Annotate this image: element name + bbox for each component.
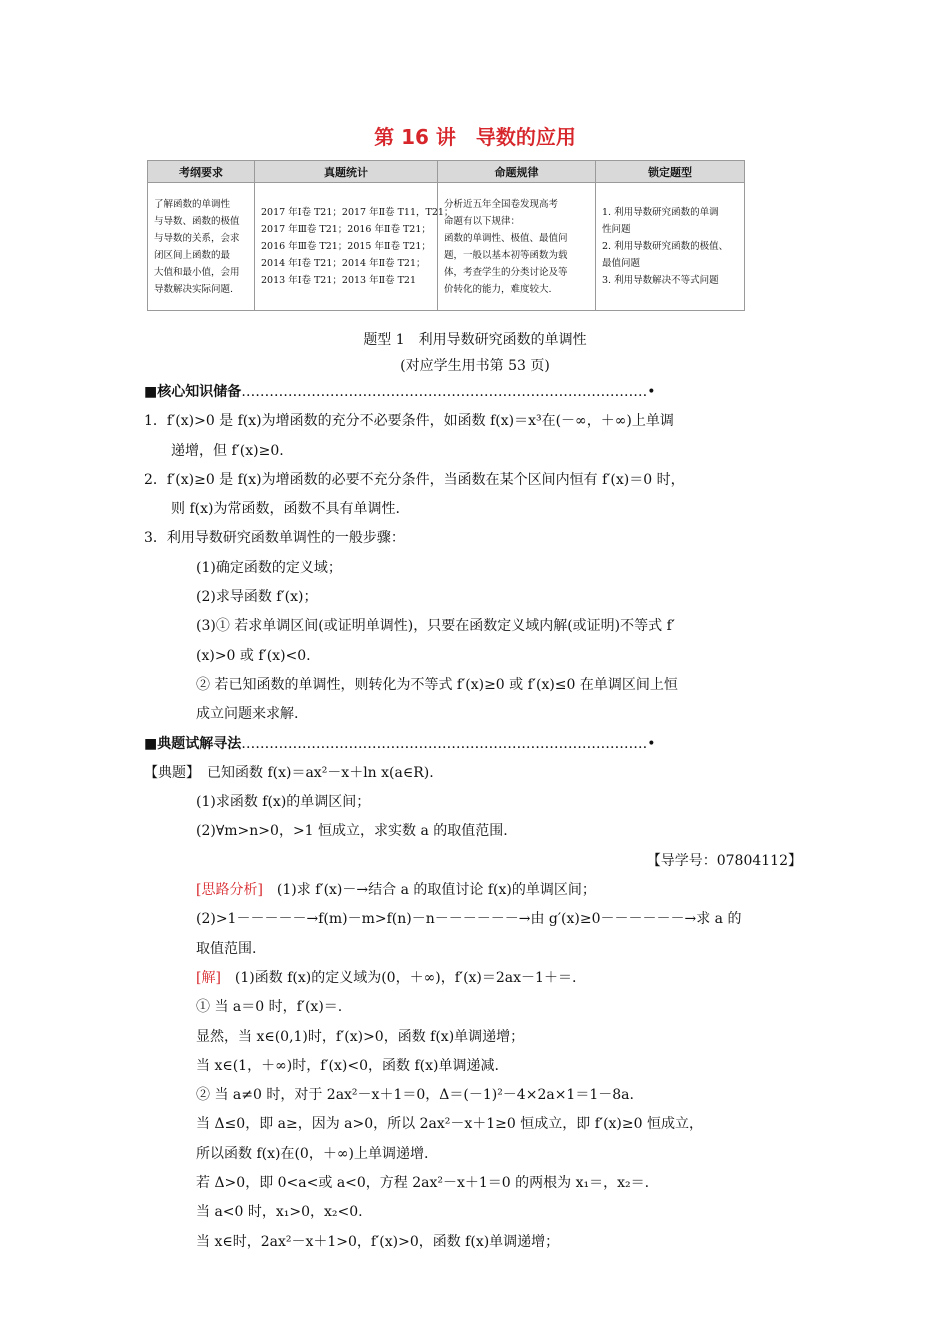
knowledge-point-1-cont: 递增，但 f′(x)≥0. [171,442,284,459]
exam-statistics-cell [255,183,454,311]
knowledge-point-3: 3．利用导数研究函数单调性的一般步骤： [144,530,405,547]
step-4-cont: 成立问题来求解. [196,706,299,723]
step-1: (1)确定函数的定义域； [196,559,342,576]
example-part-1: (1)求函数 f(x)的单调区间； [196,794,371,811]
step-3: (3)① 若求单调区间(或证明单调性)，只要在函数定义域内解(或证明)不等式 f′ [196,618,675,635]
cell-line: 1. 利用导数研究函数的单调 [602,207,719,218]
page-reference: (对应学生用书第 53 页) [400,358,550,374]
analysis-line-1 [144,876,816,905]
cell-line: 3. 利用导数解决不等式问题 [602,275,719,286]
solution-line: 当 x∈时，2ax²－x＋1>0，f′(x)>0，函数 f(x)单调递增； [196,1233,560,1250]
section-label: ■典题试解寻法 [144,735,242,752]
proposition-pattern-cell [438,183,596,311]
step-2: (2)求导函数 f′(x)； [196,589,318,606]
cell-line: 最值问题 [602,258,641,269]
syllabus-table [147,160,745,311]
question-types-cell [596,183,745,311]
main-content [144,378,816,1257]
cell-line: 了解函数的单调性 [154,198,231,210]
step-3-cont: (x)>0 或 f′(x)<0. [196,647,311,664]
knowledge-point-1: 1．f′(x)>0 是 f(x)为增函数的充分不必要条件，如函数 f(x)＝x³在(－∞，＋∞)上单调 [144,413,674,430]
cell-line: 2016 年Ⅲ卷 T21；2015 年Ⅱ卷 T21； [261,241,431,252]
lecture-title: 第 16 讲 导数的应用 [374,125,576,149]
solution-line: 当 a<0 时，x₁>0，x₂<0. [196,1204,363,1221]
cell-line: 价转化的能力，难度较大. [444,283,552,295]
example-label: 【典题】 [144,764,193,781]
header-cell: 考纲要求 [148,161,255,183]
cell-line: 题，一般以基本初等函数为载 [444,249,568,261]
dot-leader: ……………………………………………………………………………• [241,384,656,400]
cell-line: 大值和最小值，会用 [154,266,240,278]
cell-line: 性问题 [602,224,631,235]
cell-line: 闭区间上函数的最 [154,249,231,261]
section-label: ■核心知识储备 [144,384,242,400]
cell-line: 函数的单调性、极值、最值问 [444,232,568,244]
cell-line: 2013 年Ⅰ卷 T21；2013 年Ⅱ卷 T21 [261,275,416,286]
cell-line: 与导数、函数的极值 [154,215,240,227]
cell-line: 导数解决实际问题. [154,283,234,295]
solution-line: ② 当 a≠0 时，对于 2ax²－x＋1＝0，Δ＝(－1)²－4×2a×1＝1－8a. [196,1087,634,1104]
cell-line: 2017 年Ⅰ卷 T21；2017 年Ⅱ卷 T11，T21； [261,207,454,218]
solution-line: 若 Δ>0，即 0<a<或 a<0，方程 2ax²－x＋1＝0 的两根为 x₁＝，x₂＝. [196,1175,650,1192]
cell-line: 与导数的关系，会求 [154,232,240,244]
example-part-2: (2)∀m>n>0，>1 恒成立，求实数 a 的取值范围. [196,823,508,840]
analysis-text: (1)求 f′(x)－→结合 a 的取值讨论 f(x)的单调区间； [262,882,596,899]
cell-line: 体，考查学生的分类讨论及等 [444,266,568,278]
table-header-row [148,161,745,183]
header-cell: 命题规律 [438,161,596,183]
analysis-line-2: (2)>1－－－－－→f(m)－m>f(n)－n－－－－－－→由 g′(x)≥0－－－－－－→求 a 的 [196,911,742,928]
example-problem [144,759,816,788]
solution-text: (1)函数 f(x)的定义域为(0，＋∞)，f′(x)＝2ax－1＋＝. [220,969,577,986]
dot-leader: ……………………………………………………………………………• [241,735,656,752]
solution-line: 当 x∈(1，＋∞)时，f′(x)<0，函数 f(x)单调递减. [196,1057,499,1074]
analysis-tag: [思路分析] [196,882,263,899]
knowledge-point-2: 2．f′(x)≥0 是 f(x)为增函数的必要不充分条件，当函数在某个区间内恒有 f′(x)＝0 时， [144,471,685,488]
table-row [148,183,745,311]
section-heading-knowledge [144,378,816,407]
step-4: ② 若已知函数的单调性，则转化为不等式 f′(x)≥0 或 f′(x)≤0 在单调区间上恒 [196,676,678,693]
solution-line: 显然，当 x∈(0,1)时，f′(x)>0，函数 f(x)单调递增； [196,1028,525,1045]
header-cell: 锁定题型 [596,161,745,183]
guide-number: 【导学号：07804112】 [646,852,802,869]
solution-line-1 [144,964,816,993]
cell-line: 2. 利用导数研究函数的极值、 [602,241,729,252]
cell-line: 2014 年Ⅰ卷 T21；2014 年Ⅱ卷 T21； [261,258,426,269]
analysis-line-3: 取值范围. [196,940,257,957]
cell-line: 2017 年Ⅲ卷 T21；2016 年Ⅱ卷 T21； [261,224,431,235]
section-heading-examples [144,730,816,759]
solution-line: ① 当 a＝0 时，f′(x)＝. [196,999,343,1016]
section-subtitle: 题型 1 利用导数研究函数的单调性 [363,332,587,348]
example-statement: 已知函数 f(x)＝ax²－x＋ln x(a∈R). [193,764,434,781]
cell-line: 分析近五年全国卷发现高考 [444,198,559,210]
solution-line: 所以函数 f(x)在(0，＋∞)上单调递增. [196,1145,429,1162]
cell-line: 命题有以下规律： [444,215,521,227]
solution-tag: [解] [196,969,221,986]
solution-line: 当 Δ≤0，即 a≥，因为 a>0，所以 2ax²－x＋1≥0 恒成立，即 f′(x)≥0 恒成立， [196,1116,703,1133]
syllabus-requirements-cell [148,183,255,311]
knowledge-point-2-cont: 则 f(x)为常函数，函数不具有单调性. [171,501,400,518]
header-cell: 真题统计 [255,161,438,183]
